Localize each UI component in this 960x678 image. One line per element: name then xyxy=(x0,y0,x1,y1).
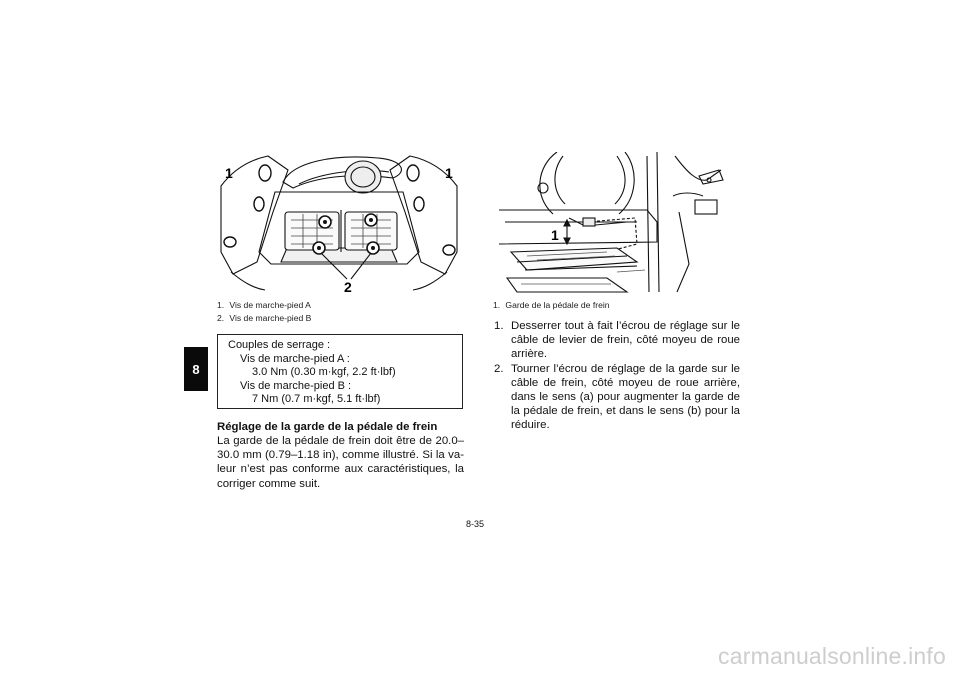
step-item xyxy=(494,362,740,433)
torque-b-label: Vis de marche-pied B : xyxy=(240,379,352,392)
step-number: 1. xyxy=(494,320,504,332)
figure-left-captions xyxy=(217,299,311,325)
torque-spec-box xyxy=(217,334,463,409)
step-item xyxy=(494,319,740,362)
caption-item: 1. Vis de marche-pied A xyxy=(217,300,311,310)
callout-2: 2 xyxy=(344,279,352,295)
caption-item: 2. Vis de marche-pied B xyxy=(217,313,312,323)
step-number: 2. xyxy=(494,362,504,375)
torque-b-value: 7 Nm (0.7 m·kgf, 5.1 ft·lbf) xyxy=(252,393,381,405)
torque-title: Couples de serrage : xyxy=(228,339,331,351)
callout-1-left: 1 xyxy=(225,165,233,181)
adjustment-steps xyxy=(494,319,740,433)
callout-1-right: 1 xyxy=(445,165,453,181)
step-text: Tourner l’écrou de réglage de la garde sur le câble de frein, côté moyeu de roue arrière, dans le sens (a) pour augmenter la garde de la pédale de frein, et dans le sens (b) pour la réduire. xyxy=(511,362,740,432)
footrest-illustration xyxy=(213,152,465,300)
brake-pedal-illustration xyxy=(497,152,732,300)
watermark: carmanualsonline.info xyxy=(718,643,946,669)
chapter-tab xyxy=(184,347,208,391)
section-title: Réglage de la garde de la pédale de frein xyxy=(217,421,438,433)
chapter-number: 8 xyxy=(192,361,200,377)
page-number: 8-35 xyxy=(466,519,485,529)
step-text: Desserrer tout à fait l’écrou de réglage sur le câble de levier de frein, côté moyeu de roue arrière. xyxy=(511,320,740,361)
section-paragraph: La garde de la pédale de frein doit être de 20.0–30.0 mm (0.79–1.18 in), comme illustré. Si la va-leur n’est pas conforme aux caractéristiques, la corriger comme suit. xyxy=(217,435,464,490)
callout-1-brake: 1 xyxy=(551,227,559,243)
figure-right-caption: 1. Garde de la pédale de frein xyxy=(493,300,610,310)
torque-a-label: Vis de marche-pied A : xyxy=(240,352,350,365)
torque-a-value: 3.0 Nm (0.30 m·kgf, 2.2 ft·lbf) xyxy=(252,366,396,378)
